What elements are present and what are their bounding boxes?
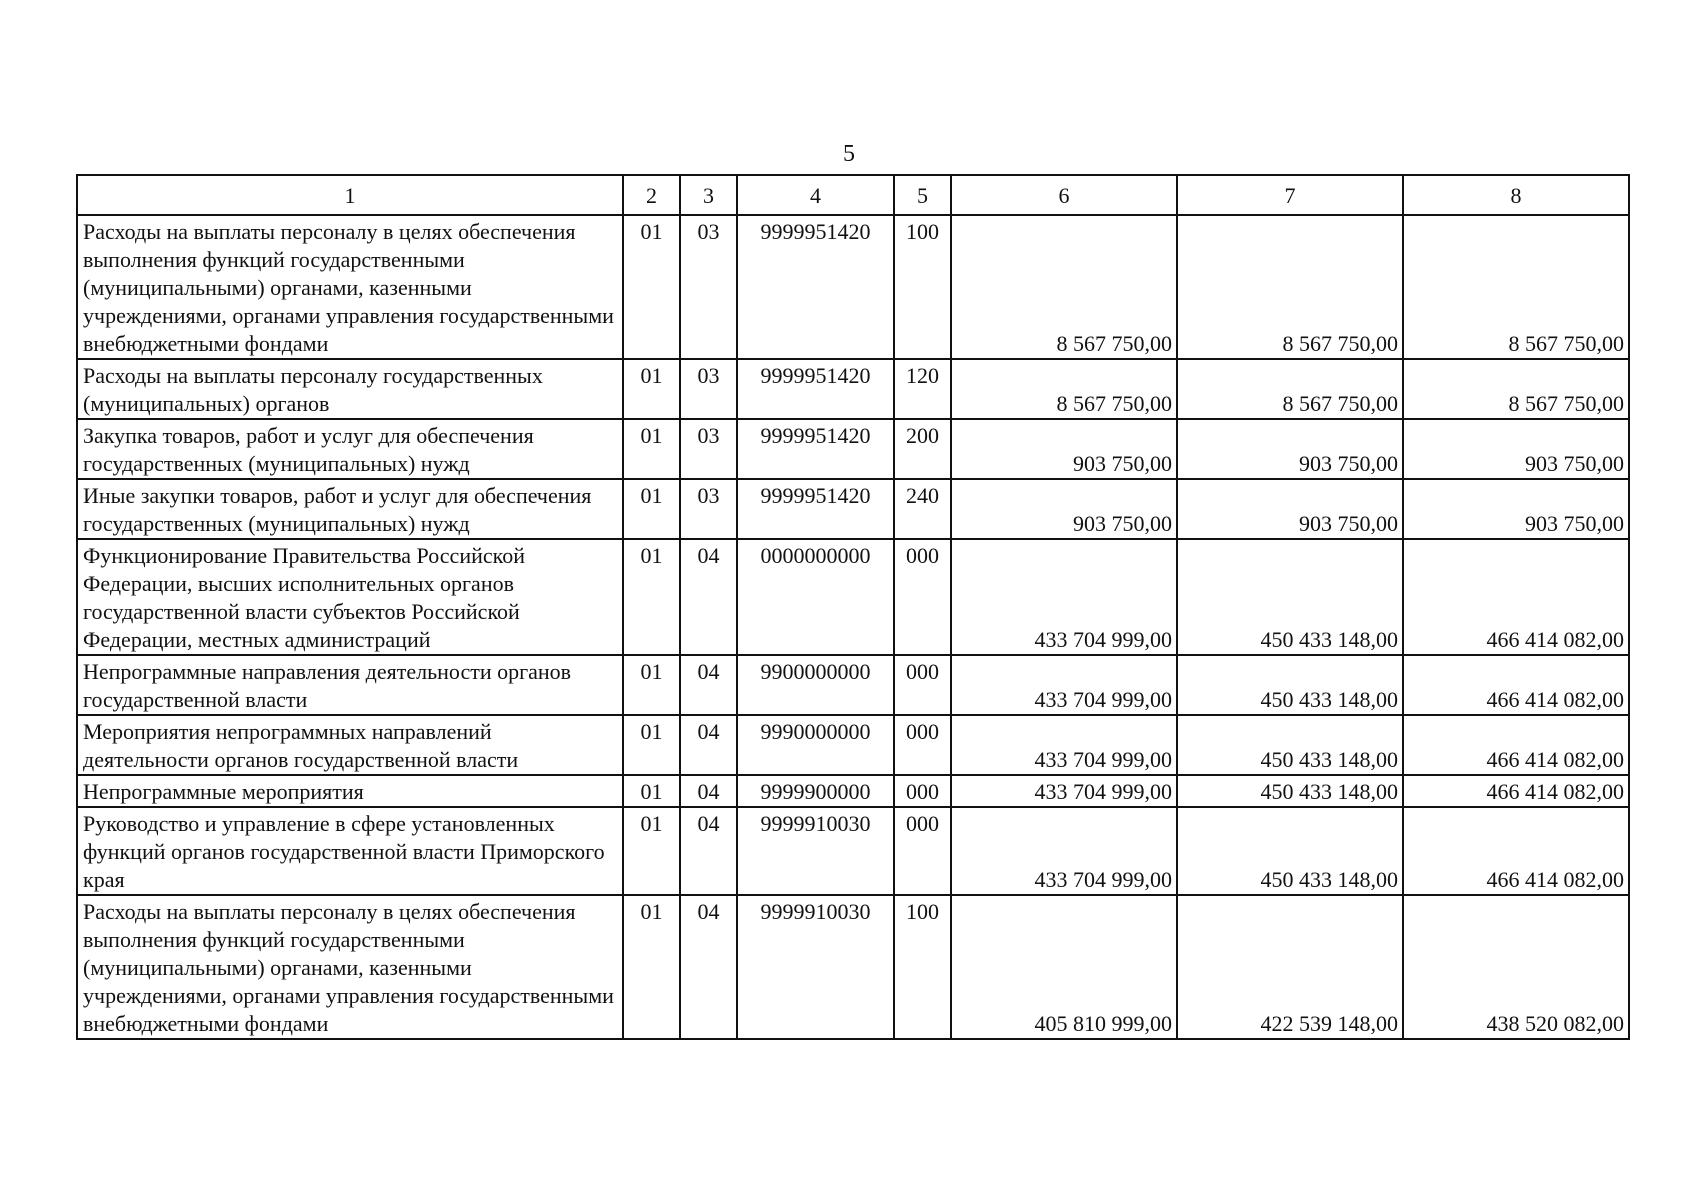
target-article-code: 9990000000: [737, 715, 894, 775]
section-code: 01: [623, 479, 680, 539]
amount-col-8: 466 414 082,00: [1403, 775, 1629, 807]
table-row: [77, 715, 1629, 775]
row-name: Мероприятия непрограммных направлений деятельности органов государственной власти: [77, 715, 623, 775]
expense-type-code: 120: [894, 359, 951, 419]
subsection-code: 03: [680, 359, 737, 419]
amount-col-8: 466 414 082,00: [1403, 655, 1629, 715]
expense-type-code: 200: [894, 419, 951, 479]
column-header: 5: [894, 175, 951, 215]
row-name: Иные закупки товаров, работ и услуг для обеспечения государственных (муниципальных) нужд: [77, 479, 623, 539]
section-code: 01: [623, 807, 680, 895]
budget-table: [76, 174, 1630, 1040]
subsection-code: 04: [680, 807, 737, 895]
column-header: 3: [680, 175, 737, 215]
expense-type-code: 000: [894, 715, 951, 775]
row-name: Закупка товаров, работ и услуг для обеспечения государственных (муниципальных) нужд: [77, 419, 623, 479]
section-code: 01: [623, 419, 680, 479]
amount-col-8: 438 520 082,00: [1403, 895, 1629, 1039]
amount-col-6: 903 750,00: [951, 479, 1177, 539]
amount-col-7: 422 539 148,00: [1177, 895, 1403, 1039]
subsection-code: 04: [680, 775, 737, 807]
table-row: [77, 655, 1629, 715]
amount-col-6: 8 567 750,00: [951, 359, 1177, 419]
amount-col-8: 466 414 082,00: [1403, 715, 1629, 775]
amount-col-8: 8 567 750,00: [1403, 215, 1629, 359]
header-row: [77, 175, 1629, 215]
section-code: 01: [623, 655, 680, 715]
amount-col-6: 405 810 999,00: [951, 895, 1177, 1039]
amount-col-7: 450 433 148,00: [1177, 715, 1403, 775]
amount-col-8: 903 750,00: [1403, 419, 1629, 479]
subsection-code: 03: [680, 419, 737, 479]
expense-type-code: 100: [894, 215, 951, 359]
column-header: 2: [623, 175, 680, 215]
table-row: [77, 419, 1629, 479]
expense-type-code: 000: [894, 539, 951, 655]
column-header: 8: [1403, 175, 1629, 215]
section-code: 01: [623, 215, 680, 359]
row-name: Функционирование Правительства Российской Федерации, высших исполнительных органов государственной власти субъектов Российской Федерации, местных администраций: [77, 539, 623, 655]
amount-col-6: 433 704 999,00: [951, 775, 1177, 807]
amount-col-7: 903 750,00: [1177, 479, 1403, 539]
section-code: 01: [623, 359, 680, 419]
amount-col-7: 450 433 148,00: [1177, 807, 1403, 895]
amount-col-7: 8 567 750,00: [1177, 359, 1403, 419]
amount-col-6: 8 567 750,00: [951, 215, 1177, 359]
amount-col-7: 450 433 148,00: [1177, 539, 1403, 655]
row-name: Расходы на выплаты персоналу в целях обеспечения выполнения функций государственными (муниципальными) органами, казенными учреждениями, органами управления государственными внебюджетными фондами: [77, 215, 623, 359]
target-article-code: 9999951420: [737, 479, 894, 539]
target-article-code: 9999951420: [737, 419, 894, 479]
section-code: 01: [623, 775, 680, 807]
target-article-code: 9900000000: [737, 655, 894, 715]
target-article-code: 0000000000: [737, 539, 894, 655]
table-row: [77, 775, 1629, 807]
subsection-code: 04: [680, 655, 737, 715]
row-name: Расходы на выплаты персоналу государственных (муниципальных) органов: [77, 359, 623, 419]
table-row: [77, 359, 1629, 419]
row-name: Расходы на выплаты персоналу в целях обеспечения выполнения функций государственными (муниципальными) органами, казенными учреждениями, органами управления государственными внебюджетными фондами: [77, 895, 623, 1039]
amount-col-6: 433 704 999,00: [951, 715, 1177, 775]
amount-col-8: 466 414 082,00: [1403, 807, 1629, 895]
column-header: 7: [1177, 175, 1403, 215]
amount-col-8: 8 567 750,00: [1403, 359, 1629, 419]
table-row: [77, 215, 1629, 359]
subsection-code: 03: [680, 479, 737, 539]
expense-type-code: 000: [894, 807, 951, 895]
subsection-code: 03: [680, 215, 737, 359]
amount-col-8: 903 750,00: [1403, 479, 1629, 539]
target-article-code: 9999910030: [737, 807, 894, 895]
expense-type-code: 240: [894, 479, 951, 539]
amount-col-6: 903 750,00: [951, 419, 1177, 479]
row-name: Непрограммные направления деятельности органов государственной власти: [77, 655, 623, 715]
expense-type-code: 000: [894, 775, 951, 807]
column-header: 1: [77, 175, 623, 215]
amount-col-7: 903 750,00: [1177, 419, 1403, 479]
amount-col-6: 433 704 999,00: [951, 539, 1177, 655]
table-row: [77, 479, 1629, 539]
row-name: Руководство и управление в сфере установленных функций органов государственной власти Приморского края: [77, 807, 623, 895]
target-article-code: 9999900000: [737, 775, 894, 807]
amount-col-7: 450 433 148,00: [1177, 775, 1403, 807]
expense-type-code: 100: [894, 895, 951, 1039]
table-row: [77, 539, 1629, 655]
page-number: 5: [843, 141, 855, 167]
section-code: 01: [623, 539, 680, 655]
amount-col-8: 466 414 082,00: [1403, 539, 1629, 655]
section-code: 01: [623, 895, 680, 1039]
table-row: [77, 895, 1629, 1039]
expense-type-code: 000: [894, 655, 951, 715]
row-name: Непрограммные мероприятия: [77, 775, 623, 807]
subsection-code: 04: [680, 715, 737, 775]
target-article-code: 9999951420: [737, 215, 894, 359]
target-article-code: 9999951420: [737, 359, 894, 419]
column-header: 4: [737, 175, 894, 215]
amount-col-7: 450 433 148,00: [1177, 655, 1403, 715]
section-code: 01: [623, 715, 680, 775]
table-row: [77, 807, 1629, 895]
amount-col-6: 433 704 999,00: [951, 655, 1177, 715]
amount-col-7: 8 567 750,00: [1177, 215, 1403, 359]
subsection-code: 04: [680, 895, 737, 1039]
target-article-code: 9999910030: [737, 895, 894, 1039]
column-header: 6: [951, 175, 1177, 215]
amount-col-6: 433 704 999,00: [951, 807, 1177, 895]
subsection-code: 04: [680, 539, 737, 655]
